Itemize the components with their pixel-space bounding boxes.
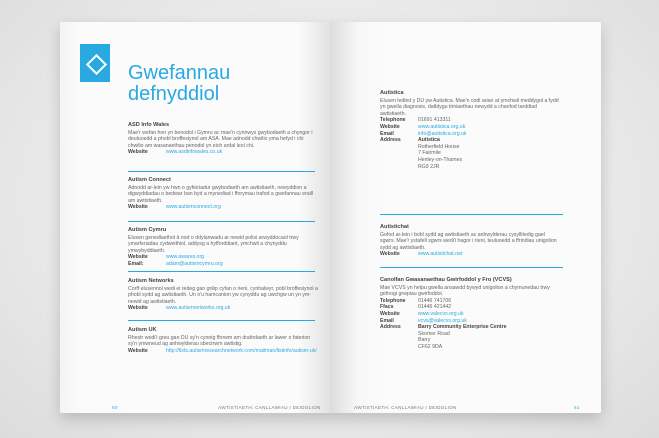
divider xyxy=(380,214,563,215)
address-line: 7 Fairmile xyxy=(418,150,441,157)
directory-entry xyxy=(128,177,318,211)
contact-row xyxy=(128,348,318,355)
contact-link[interactable]: www.autismconnect.org xyxy=(166,204,221,211)
address-block xyxy=(418,137,462,170)
address-line: Autistica xyxy=(418,137,440,144)
entry-description: Mae VCVS yn helpu gwella ansawdd bywyd unigolion a chymunedau trwy gefnogi grwpiau gwirfoddol. xyxy=(380,284,550,298)
contact-link[interactable]: www.valecvs.org.uk xyxy=(418,310,464,317)
running-title: AWTISTIAETH: CANLLAWIAU I DEIDOLION xyxy=(218,405,321,410)
address-line: Skomer Road xyxy=(418,330,450,337)
contact-label: Email xyxy=(380,317,394,324)
page-number: 60 xyxy=(112,405,118,410)
address-block xyxy=(418,324,507,350)
entry-description: Mae'r wefan hon yn benodol i Gymru ac mae'n cynnwys gwybodaeth a chyngor i deuluoedd a phobl broffesiynol am ASA. Mae adnodd chwilio yma hefyd i chi chwilio am wasanaethau penodol yn eich ardal leol chi. xyxy=(128,129,313,149)
entry-name: Autism Networks xyxy=(128,278,174,284)
contact-label: Ffacs xyxy=(380,304,394,311)
contact-label: Email: xyxy=(128,260,144,267)
divider xyxy=(128,320,315,321)
address-line: Henley-on-Thames xyxy=(418,156,463,163)
contact-row xyxy=(380,117,560,124)
divider xyxy=(128,171,315,172)
contact-label: Telephone xyxy=(380,297,406,304)
title-line-1: Gwefannau xyxy=(128,62,231,84)
contact-label: Website xyxy=(128,305,148,312)
contact-row xyxy=(380,251,560,258)
contact-link[interactable]: www.autistica.org.uk xyxy=(418,123,466,130)
contact-row xyxy=(128,305,318,312)
entry-name: Autistica xyxy=(380,90,404,96)
contact-value: 01446 421442 xyxy=(418,304,452,311)
contact-value: 01691 413311 xyxy=(418,117,451,124)
entry-name: Autism Connect xyxy=(128,177,171,183)
contact-row xyxy=(380,131,560,138)
address-line: RG9 2JR xyxy=(418,163,440,170)
directory-entry xyxy=(128,278,318,312)
contact-row xyxy=(128,204,318,211)
address-line: CF62 9DA xyxy=(418,343,443,350)
contact-link[interactable]: vcvs@valecvs.org.uk xyxy=(418,317,467,324)
address-line: Barry Community Enterprise Centre xyxy=(418,324,507,331)
contact-label: Website xyxy=(380,251,400,258)
contact-label: Website xyxy=(128,347,148,354)
address-row xyxy=(380,324,560,350)
page-number: 61 xyxy=(574,405,580,410)
contact-label: Telephone xyxy=(380,117,406,124)
diamond-icon xyxy=(86,54,107,75)
contact-row xyxy=(380,304,560,311)
contact-row xyxy=(128,261,318,268)
directory-entry xyxy=(128,227,318,268)
right-page xyxy=(330,22,601,413)
address-label: Address xyxy=(380,324,401,331)
directory-entry xyxy=(380,224,560,258)
contact-label: Email xyxy=(380,130,394,137)
contact-label: Website xyxy=(128,204,148,211)
title-line-2: defnyddiol xyxy=(128,83,220,105)
address-row xyxy=(380,137,560,170)
entry-name: ASD Info Wales xyxy=(128,122,170,128)
entry-name: Canolfan Gwasanaethau Gwirfoddol y Fro (VCVS) xyxy=(380,277,512,283)
footer-right-title xyxy=(354,405,457,410)
contact-row xyxy=(380,318,560,325)
divider xyxy=(380,267,563,268)
page-title xyxy=(128,63,318,105)
contact-label: Website xyxy=(128,254,148,261)
footer-left-title xyxy=(218,405,321,410)
contact-link[interactable]: info@autistica.org.uk xyxy=(418,130,467,137)
contact-link[interactable]: www.asdinfowales.co.uk xyxy=(166,149,223,156)
contact-link[interactable]: www.autistichat.net xyxy=(418,251,463,258)
left-page xyxy=(60,22,330,413)
contact-row xyxy=(380,124,560,131)
entry-name: Autism UK xyxy=(128,327,157,333)
entry-name: Autistichat xyxy=(380,224,409,230)
contact-value: 01446 741706 xyxy=(418,297,452,304)
entry-description: Corff elusennol wedi ei redeg gan grŵp cyfan o rieni, cynhalwyr, pobl broffesiynol a phobl sydd ag awtistiaeth. Un o'u hamcanion yw cynyddu ag uwchgw un yn ym-newid ag awtistiaeth. xyxy=(128,285,318,305)
entry-description: Elusen genedlaethol â nod o ddylanwadu ar newid polisi arwyddocaol trwy ymarferiadau cydweithiol, addysg a hyfforddiant, ymchwil a chynyddu ymwybyddiaeth. xyxy=(128,234,299,254)
contact-row xyxy=(380,311,560,318)
address-line: Rotherfield House xyxy=(418,143,460,150)
directory-entry xyxy=(380,90,560,170)
running-title: AWTISTIAETH: CANLLAWIAU I DEIDOLION xyxy=(354,405,457,410)
address-line: Barry xyxy=(418,337,431,344)
divider xyxy=(128,271,315,272)
contact-link[interactable]: adam@autismcymru.org xyxy=(166,260,223,267)
contact-label: Website xyxy=(380,310,400,317)
footer-right xyxy=(574,405,580,410)
entry-description: Adnodd ar-lein yw hwn o gyfeiriadur gwybodaeth am awtistiaeth, newyddion a digwyddiadau o bedwar ban byd a mynediad i fforymau trafod a gwefannau eraill am awtistiaeth. xyxy=(128,184,314,204)
open-booklet xyxy=(60,22,601,413)
contact-row xyxy=(380,298,560,305)
entry-description: Elusen ledled y DU yw Autistica. Mae'n codi arian at ymchwil meddygol a fydd yn gwella diagnosis, datblygu triniaethau newydd a chanfod tarddiad awtistiaeth. xyxy=(380,97,559,117)
contact-label: Website xyxy=(380,123,400,130)
directory-entry xyxy=(380,277,560,351)
directory-entry xyxy=(128,122,318,156)
divider xyxy=(128,221,315,222)
contact-link[interactable]: http://lists.autismresearchnetwork.com/mailman/listinfo/autism-uk/ xyxy=(166,347,317,354)
section-tab xyxy=(80,44,110,82)
directory-entry xyxy=(128,327,318,354)
entry-description: Gofod ar-lein i bobl sydd ag awtistiaeth ac anhwylderau cysylltiedig gael sgwrs. Mae'r ystafell sgwrs wedi'i hagor i rieni, teuluoedd a ffrindiau unigolion sydd ag awtistiaeth. xyxy=(380,231,557,251)
entry-description: Rhestr wedi'i greu gan DU sy'n cynnig fforwm am drafodaeth ar lawer o faterion sy'n ymwneud ag anhwylderau sbectrwm awtistig. xyxy=(128,334,311,348)
footer-left xyxy=(112,405,118,410)
contact-link[interactable]: www.awares.org xyxy=(166,254,205,261)
entry-name: Autism Cymru xyxy=(128,227,167,233)
contact-label: Website xyxy=(128,149,148,156)
contact-row xyxy=(128,149,318,156)
address-label: Address xyxy=(380,137,401,144)
contact-link[interactable]: www.autismnetworks.org.uk xyxy=(166,305,231,312)
contact-row xyxy=(128,254,318,261)
